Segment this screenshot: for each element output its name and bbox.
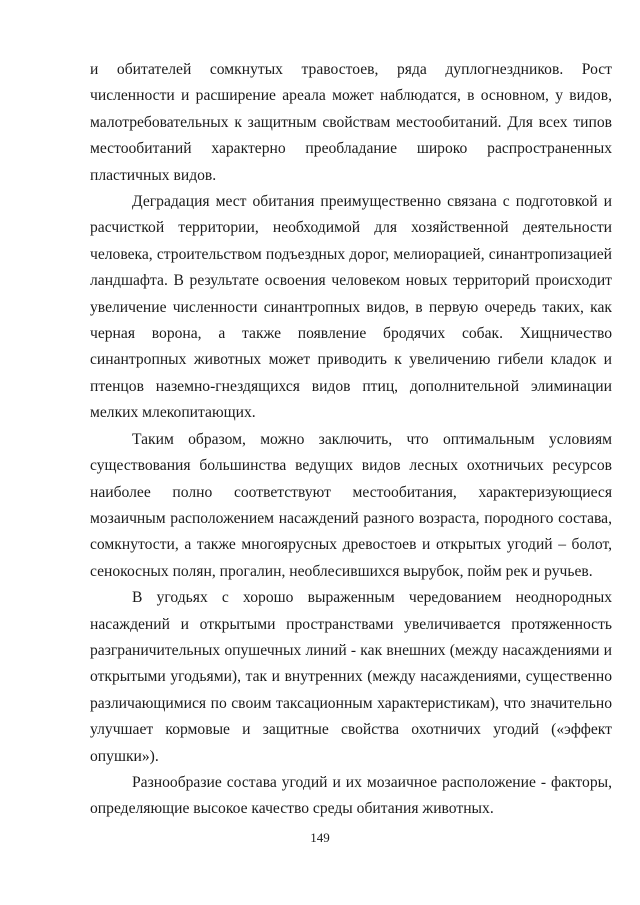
paragraph-2: Деградация мест обитания преимущественно связана с подготовкой и расчисткой территории, необходимой для хозяйственной деятельности человека, строительством подъездных дорог, мелиорацией, синантропизацией ландшафта. В результате освоения человеком новых территорий происходит увеличение численности синантропных видов, в первую очередь таких, как черная ворона, а также появление бродячих собак. Хищничество синантропных животных может приводить к увеличению гибели кладок и птенцов наземно-гнездящихся видов птиц, дополнительной элиминации мелких млекопитающих.: [90, 193, 612, 422]
paragraph-5: Разнообразие состава угодий и их мозаичное расположение - факторы, определяющие высокое качество среды обитания животных.: [90, 773, 612, 818]
page-number: 149: [310, 830, 330, 845]
paragraph-3: Таким образом, можно заключить, что оптимальным условиям существования большинства ведущих видов лесных охотничьих ресурсов наиболее полно соответствуют местообитания, характеризующиеся мозаичным расположением насаждений разного возраста, породного состава, сомкнутости, а также многоярусных древостоев и открытых угодий – болот, сенокосных полян, прогалин, необлесившихся вырубок, пойм рек и ручьев.: [90, 430, 612, 580]
paragraph-1: и обитателей сомкнутых травостоев, ряда дуплогнездников. Рост численности и расширение ареала может наблюдатся, в основном, у видов, малотребовательных к защитным свойствам местообитаний. Для всех типов местообитаний характерно преобладание широко распространенных пластичных видов.: [90, 61, 612, 184]
body-text: [90, 57, 612, 823]
paragraph-4: В угодьях с хорошо выраженным чередованием неоднородных насаждений и открытыми пространствами увеличивается протяженность разграничительных опушечных линий - как внешних (между насаждениями и открытыми угодьями), так и внутренних (между насаждениями, существенно различающимися по своим таксационным характеристикам), что значительно улучшает кормовые и защитные свойства охотничих угодий («эффект опушки»).: [90, 589, 612, 765]
